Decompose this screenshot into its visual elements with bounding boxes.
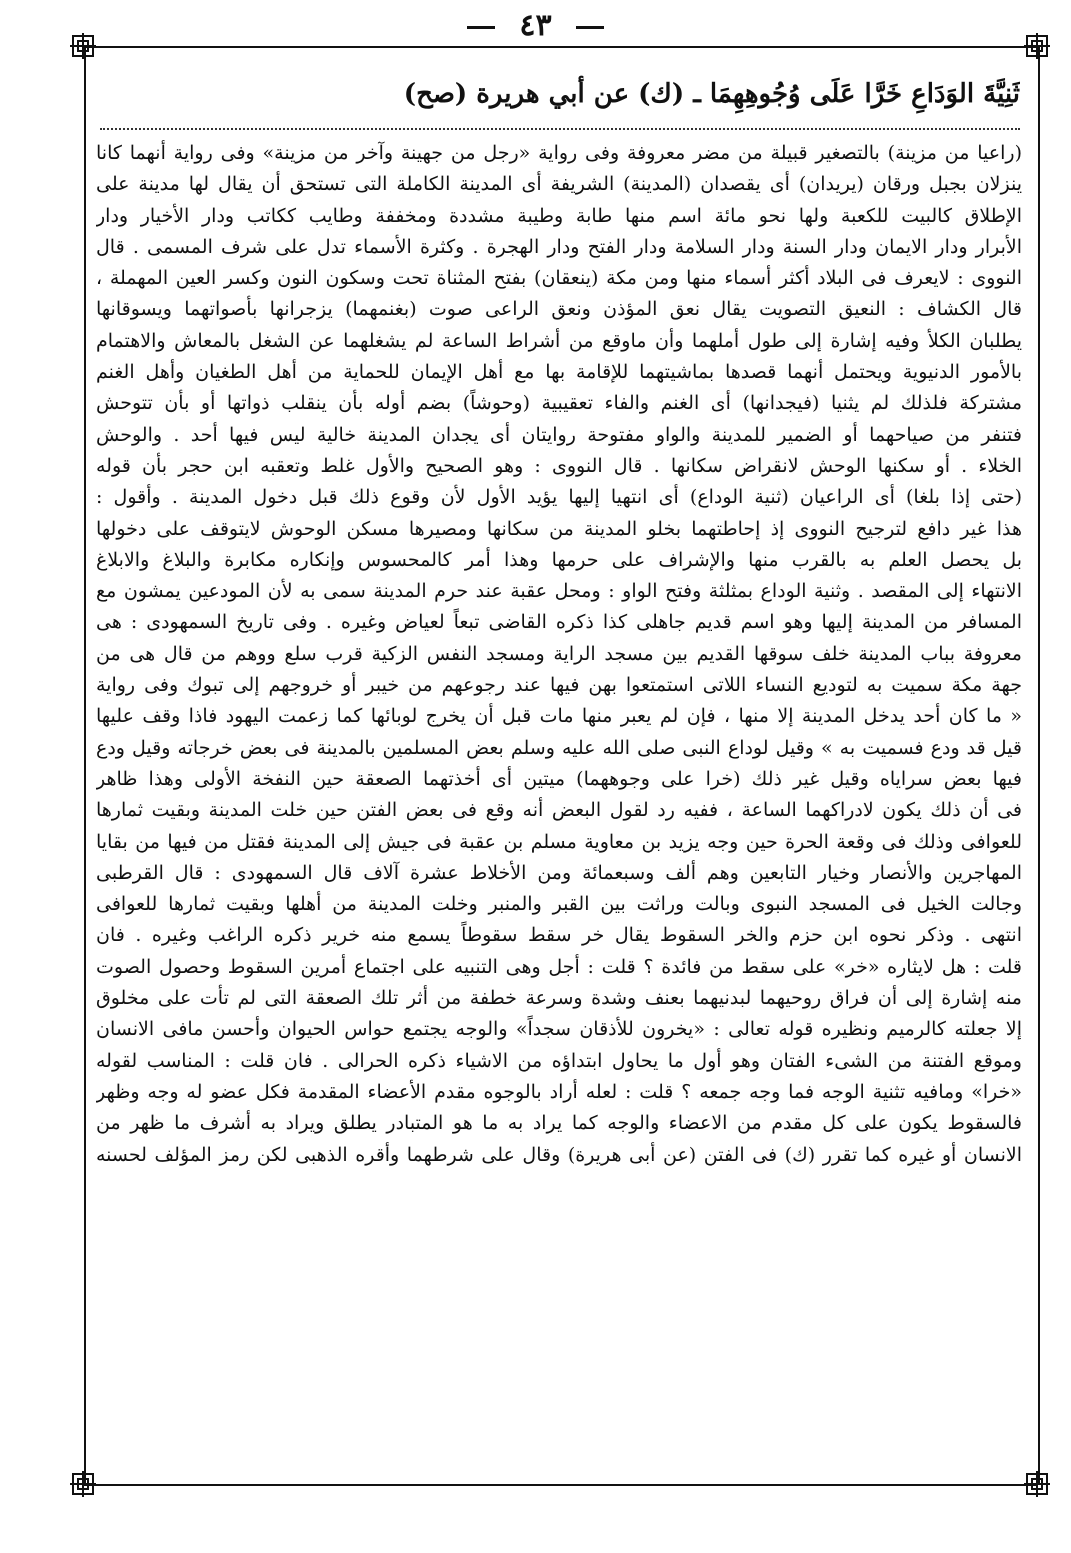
commentary-line: (راعيا من مزينة) بالتصغير قبيلة من مضر معروفة وفى رواية «رجل من جهينة وآخر من مزينة» وفى رواية أنهما كانا (96, 142, 1022, 164)
commentary-line: (حتى إذا بلغا) أى الراعيان (ثنية الوداع) أى انتهيا إليها يؤيد الأول لأن وقوع ذلك قبل دخول المدينة . وأقول : (96, 486, 1022, 509)
commentary-line: الانسان أو غيره كما تقرر (ك) فى الفتن (عن أبى هريرة) وقال على شرطهما وأقره الذهبى لكن رمز المؤلف لحسنه (96, 1143, 1022, 1166)
commentary-line: بل يحصل العلم به بالقرب منها والإشراف على حرمها وهذا أمر كالمحسوس وإنكاره مكابرة والبلاغ والابلاغ (96, 548, 1022, 571)
commentary-line: وموقع الفتنة من الشىء الفتان وهو أول ما يحاول ابتداؤه من الاشياء ذكره الحرالى . فان قلت : المناسب لقوله (96, 1049, 1022, 1072)
page-number (0, 6, 1071, 46)
commentary-line: قيل قد ودع فسميت به » وقيل لوداع النبى صلى الله عليه وسلم بعض المسلمين بالمدينة فى بعض خرجاته وقيل ودع (96, 736, 1022, 759)
commentary-line: المسافر من المدينة إليها وهو اسم قديم جاهلى كذا ذكره القاضى تبعاً لعياض وغيره . وفى تاريخ السمهودى : هى (96, 611, 1022, 634)
commentary-line: الخلاء . أو سكنها الوحش لانقراض سكانها . قال النووى : وهو الصحيح والأول غلط وتعقبه ابن حجر بأن قوله (96, 454, 1022, 477)
frame-top-rule (84, 46, 1038, 48)
dotted-separator (100, 128, 1020, 130)
commentary-line: ينزلان بجبل ورقان (يريدان) أى يقصدان (المدينة) الشريفة أى المدينة الكاملة التى تستحق أن يقال لها مدينة على (96, 173, 1022, 196)
commentary-text (96, 138, 1022, 1171)
commentary-line: معروفة بباب المدينة خلف سوقها القديم بين مسجد الراية ومسجد النفس الزكية قرب سلع ووهم من قال هى من (96, 642, 1022, 665)
commentary-line: للعوافى وذلك فى وقعة الحرة حين وجه يزيد بن معاوية مسلم بن عقبة فى جيش إلى المدينة فقتل من فيها من بقايا (96, 830, 1022, 853)
commentary-line: الانتهاء إلى المقصد . وثنية الوداع بمثلثة وفتح الواو : ومحل عقبة عند حرم المدينة سمى به لأن المودعين يمشون مع (96, 580, 1022, 603)
corner-ornament-top-right-icon (1024, 33, 1050, 59)
commentary-line: المهاجرين والأنصار وخيار التابعين وهم ألف وسبعمائة ومن الأخلاط عشرة آلاف قال السمهودى : قال القرطبى (96, 861, 1022, 884)
page-number-dash-right (576, 26, 604, 29)
commentary-line: «خرا» ومافيه تثنية الوجه فما وجه جمعه ؟ قلت : لعله أراد بالوجوه مقدم الأعضاء المقدمة فكل عضو له وجه وظهر (96, 1080, 1022, 1103)
commentary-line: انتهى . وذكر نحوه ابن حزم والخر السقوط يقال خر سقط سقوطاً يسمع منه خرير ذكره الراغب وغيره . فان (96, 924, 1022, 947)
commentary-line: بالأمور الدنيوية ويحتمل أنهما قصدها بماشيتهما للإقامة بها مع أهل الإيمان للحماية من أهل الطغيان وأهل الغنم (96, 361, 1022, 384)
corner-ornament-bottom-right-icon (1024, 1471, 1050, 1497)
commentary-line: يطلبان الكلأ وفيه إشارة إلى طول أملهما وأن ماوقع من أشراط الساعة لم يشغلهما عن الشغل بالمعاش والاهتمام (96, 329, 1022, 352)
page-number-value: ٤٣ (519, 8, 552, 43)
corner-ornament-bottom-left-icon (70, 1471, 96, 1497)
commentary-line: الأبرار ودار الايمان ودار السنة ودار السلامة ودار الفتح ودار الهجرة . وكثرة الأسماء تدل على شرف المسمى . قال (96, 235, 1022, 258)
corner-ornament-top-left-icon (70, 33, 96, 59)
commentary-line: الإطلاق كالبيت للكعبة ولها نحو مائة اسم منها طابة وطيبة مشددة ومخففة وطايب ككاتب ودار الأخيار ودار (96, 204, 1022, 227)
page-number-dash-left (467, 26, 495, 29)
commentary-line: « ما كان أحد يدخل المدينة إلا منها ، فإن لم يعبر منها مات قبل أن يخرج لوبائها كما زعمت اليهود فاذا وقف عليها (96, 705, 1022, 728)
commentary-line: مشتركة فلذلك لم يثنيا (فيجدانها) أى الغنم والفاء تعقيبية (وحوشاً) بضم أوله بأن ينقلب ذواتها أو بأن تتوحش (96, 392, 1022, 415)
frame-bottom-rule (84, 1484, 1038, 1486)
commentary-line: فيها بعض سراياه وقيل غير ذلك (خرا على وجوههما) ميتين أى أخذتهما الصعقة حين النفخة الأولى وهذا ظاهر (96, 767, 1022, 790)
commentary-line: وجالت الخيل فى المسجد النبوى وبالت وراثت بين القبر والمنبر وخلت المدينة من أهلها وبقيت ثمارها للعوافى (96, 893, 1022, 916)
hadith-text: ثَنِيَّةَ الوَدَاعِ خَرَّا عَلَى وُجُوهِهِمَا ـ (ك) عن أبي هريرة (صح) (403, 79, 1020, 109)
commentary-line: قلت : هل لايثاره «خر» على سقط من فائدة ؟ قلت : أجل وهى التنبيه على اجتماع أمرين السقوط وحصول الصوت (96, 955, 1022, 978)
commentary-line: جهة مكة سميت به لتوديع النساء اللاتى استمتعوا بهن فيها عند رجوعهم من خيبر أو خروجهم إلى تبوك وفى رواية (96, 674, 1022, 697)
commentary-line: النووى : لايعرف فى البلاد أكثر أسماء منها ومن مكة (ينعقان) بفتح المثناة تحت وسكون النون وكسر العين المهملة ، (96, 267, 1022, 290)
commentary-line: فالسقوط يكون على كل مقدم من الاعضاء والوجه كما يراد به ما هو المتبادر يطلق ويراد به أشرف ما ظهر من (96, 1112, 1022, 1135)
commentary-line: منه إشارة إلى أن فراق روحيهما لبدنيهما بعنف وشدة وسرعة خطفة من أثر تلك الصعقة التى لم تأت على مخلوق (96, 987, 1022, 1010)
commentary-line: فى أن ذلك يكون لادراكهما الساعة ، ففيه رد لقول البعض أنه وقع فى بعض الفتن حين خلت المدينة وبقيت ثمارها (96, 799, 1022, 822)
commentary-line: إلا جعلته كالرميم ونظيره قوله تعالى : «يخرون للأذقان سجداً» والوجه يجتمع حواس الحيوان وأحسن مافى الانسان (96, 1018, 1022, 1041)
commentary-line: فتنفر من صياحهما أو الضمير للمدينة والواو مفتوحة روايتان أى يجدان المدينة خالية ليس فيها أحد . والوحش (96, 423, 1022, 446)
commentary-line: قال الكشاف : النعيق التصويت يقال نعق المؤذن ونعق الراعى صوت (بغنمهما) يزجرانها بأصواتهما ويسوقانها (96, 298, 1022, 321)
commentary-line: هذا غير دافع لترجيح النووى إذ إحاطتهما بخلو المدينة من سكانها ومصيرها مسكن الوحوش لايتوقف على دخولها (96, 517, 1022, 540)
